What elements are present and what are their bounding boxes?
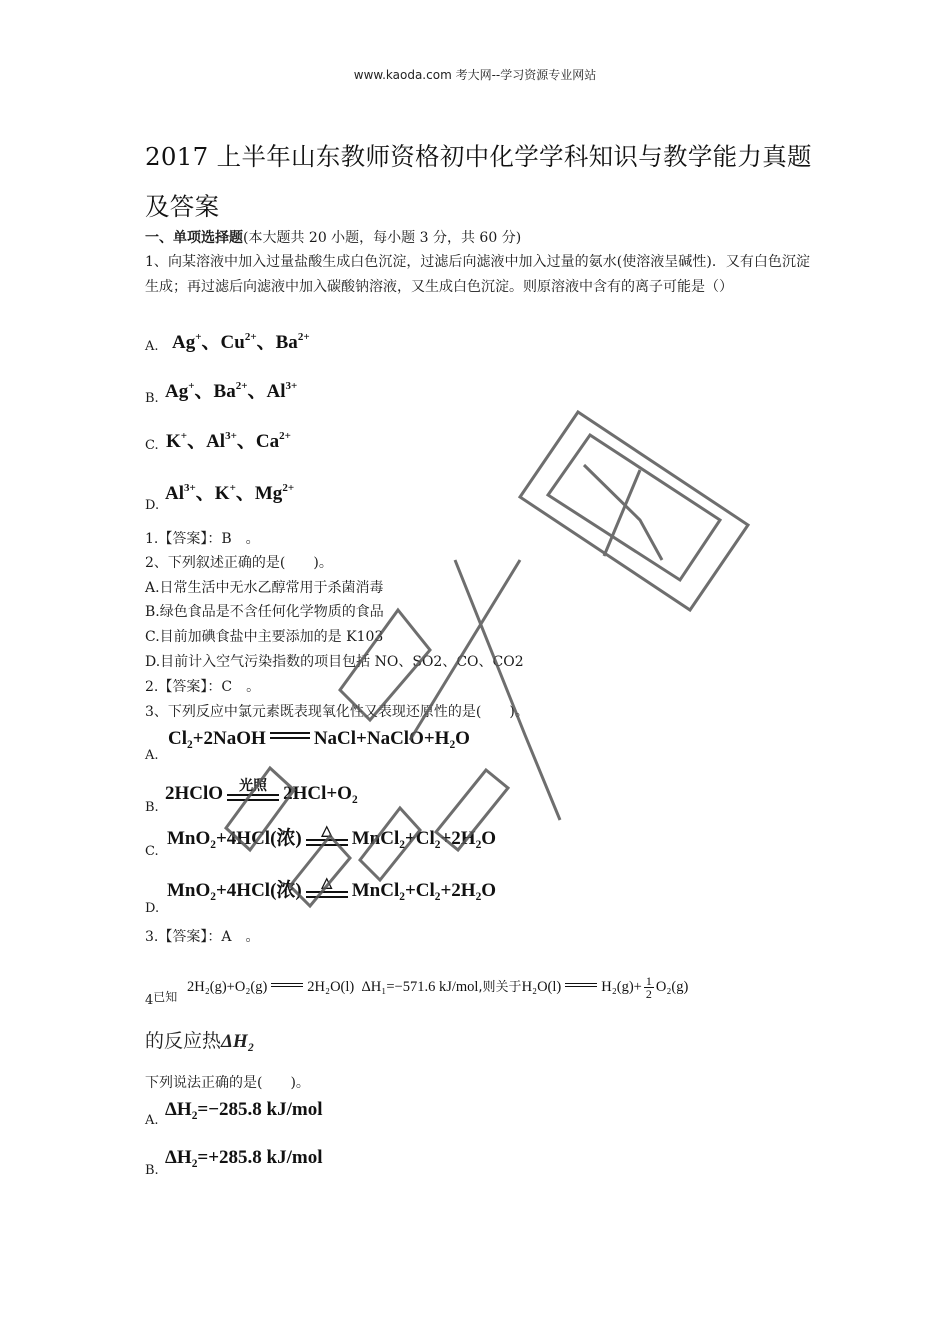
q3-option-label-d: D. (145, 901, 160, 916)
site-header: www.kaoda.com 考大网--学习资源专业网站 (353, 68, 597, 82)
page-title: 2017 上半年山东教师资格初中化学学科知识与教学能力真题及答案 (145, 142, 812, 221)
q2-option-a: A.日常生活中无水乙醇常用于杀菌消毒 (145, 580, 384, 596)
equals-arrow (271, 983, 303, 987)
watermark-frame-outer (520, 412, 748, 610)
ion-separator: 、 (235, 483, 255, 504)
q4-reaction1: 2H₂(g)+O₂(g) (187, 978, 268, 995)
q1-option-a (172, 327, 310, 354)
q1-option-label-d: D. (145, 498, 160, 513)
q3-stem: 3、下列反应中氯元素既表现氧化性又表现还原性的是( )。 (145, 704, 529, 720)
ion-separator: 、 (187, 431, 207, 452)
ion-separator: 、 (256, 332, 276, 353)
ion-symbol: K (214, 483, 230, 504)
equals-bar (306, 839, 348, 846)
q2-answer: 2.【答案】：C 。 (145, 679, 261, 695)
q1-option-label-a: A. (145, 339, 159, 354)
q1-option-c (166, 426, 291, 453)
ion-charge: 3+ (184, 482, 196, 494)
ion-charge: 3+ (285, 380, 298, 392)
q3-b-condition: 光照 (239, 779, 268, 794)
ion-charge: + (195, 331, 202, 343)
q3-d-right: MnCl₂+Cl₂+2H₂O (351, 880, 497, 901)
ion-symbol: Ba (275, 332, 298, 353)
ion-separator: 、 (236, 431, 256, 452)
q4-ask: 下列说法正确的是( )。 (145, 1075, 310, 1091)
heat-arrow (306, 876, 348, 898)
q4-option-label-a: A. (145, 1113, 159, 1128)
ion-symbol: Cu (220, 332, 245, 353)
frac-denominator: 2 (645, 987, 652, 1001)
watermark-frame-inner (548, 435, 720, 580)
equals-arrow (565, 983, 597, 987)
q3-b-right: 2HCl+O₂ (283, 783, 358, 804)
ion-symbol: K (166, 431, 181, 452)
ion-charge: + (229, 482, 236, 494)
q3-a-left: Cl₂+2NaOH (168, 728, 266, 749)
q3-option-label-b: B. (145, 800, 159, 815)
q4-given-equation (187, 975, 688, 1000)
q3-d-condition: △ (321, 876, 333, 891)
ion-symbol: Ba (213, 381, 236, 402)
ion-charge: 2+ (244, 331, 257, 343)
q3-a-right: NaCl+NaClO+H₂O (313, 728, 470, 749)
ion-charge: 2+ (235, 380, 248, 392)
q4-product1: 2H₂O(l) (307, 978, 355, 995)
q4-dh1: ΔH₁=−571.6 kJ/mol (361, 978, 479, 995)
q4-num: 4 (145, 993, 154, 1008)
heat-arrow (306, 824, 348, 846)
section-heading: 一、单项选择题 (145, 230, 243, 246)
q3-option-label-a: A. (145, 748, 159, 763)
q4-prefix: 已知 (153, 990, 178, 1004)
equals-arrow (270, 732, 310, 739)
q3-d-left: MnO₂+4HCl(浓) (167, 880, 302, 901)
q3-option-c (167, 820, 496, 850)
q4-option-a: ΔH₂=−285.8 kJ/mol (165, 1099, 323, 1120)
q1-option-label-b: B. (145, 391, 159, 406)
ion-charge: 3+ (225, 430, 237, 442)
q4-heat-line (145, 1026, 254, 1053)
q4-tail: O₂(g) (655, 978, 689, 995)
watermark-stroke-1 (455, 560, 560, 820)
q3-option-d (167, 872, 496, 902)
q4-heat-text: 的反应热 (145, 1030, 222, 1052)
section-heading-line (145, 227, 521, 247)
frac-numerator: 1 (645, 974, 652, 988)
q2-option-d: D.目前计入空气污染指数的项目包括 NO、SO2、CO、CO2 (145, 654, 524, 670)
equals-bar (227, 794, 279, 801)
q4-heat-symbol: ΔH₂ (221, 1031, 255, 1052)
ion-symbol: Ag (165, 381, 189, 402)
ion-symbol: Ag (172, 332, 196, 353)
section-note: (本大题共 20 小题，每小题 3 分，共 60 分) (243, 230, 522, 246)
q4-option-b: ΔH₂=+285.8 kJ/mol (165, 1147, 323, 1168)
ion-symbol: Al (266, 381, 286, 402)
equals-bar (306, 891, 348, 898)
q1-stem: 1、向某溶液中加入过量盐酸生成白色沉淀，过滤后向滤液中加入过量的氨水(使溶液呈碱性)．又有白色沉淀生成；再过滤后向滤液中加入碳酸钠溶液，又生成白色沉淀。则原溶液中含有的离子可能是（） (145, 254, 810, 295)
ion-symbol: Al (165, 483, 184, 504)
q3-option-label-c: C. (145, 844, 159, 859)
q1-option-d (165, 478, 294, 505)
q1-option-label-c: C. (145, 438, 159, 453)
q2-option-c: C.目前加碘食盐中主要添加的是 K103 (145, 629, 384, 645)
q2-option-b: B.绿色食品是不含任何化学物质的食品 (145, 604, 384, 620)
ion-charge: 2+ (279, 430, 291, 442)
q3-option-b (165, 775, 358, 805)
q3-c-condition: △ (321, 824, 333, 839)
ion-separator: 、 (247, 381, 267, 402)
q4-product2: H₂(g)+ (601, 978, 642, 995)
ion-charge: + (188, 380, 195, 392)
q3-c-left: MnO₂+4HCl(浓) (167, 828, 302, 849)
q4-middle: ,则关于 (478, 979, 522, 995)
ion-charge: 2+ (282, 482, 295, 494)
q1-answer: 1.【答案】：B 。 (145, 531, 260, 547)
ion-charge: + (180, 430, 188, 442)
q3-option-a (168, 728, 470, 750)
ion-charge: 2+ (297, 331, 310, 343)
q4-number (145, 988, 177, 1008)
ion-separator: 、 (195, 483, 215, 504)
q3-c-right: MnCl₂+Cl₂+2H₂O (351, 828, 497, 849)
watermark-cross-b (604, 470, 640, 556)
ion-separator: 、 (201, 332, 221, 353)
ion-symbol: Mg (254, 483, 283, 504)
half-fraction (644, 975, 654, 1000)
ion-separator: 、 (194, 381, 214, 402)
q1-option-b (165, 376, 297, 403)
q3-b-left: 2HClO (165, 783, 224, 804)
ion-symbol: Ca (255, 431, 280, 452)
q2-stem: 2、下列叙述正确的是( )。 (145, 555, 333, 571)
watermark-cross-a (584, 465, 662, 560)
ion-symbol: Al (206, 431, 226, 452)
q4-reaction2: H₂O(l) (521, 978, 562, 995)
conditions-arrow (227, 779, 279, 801)
q4-option-label-b: B. (145, 1163, 159, 1178)
q3-answer: 3.【答案】：A 。 (145, 929, 260, 945)
